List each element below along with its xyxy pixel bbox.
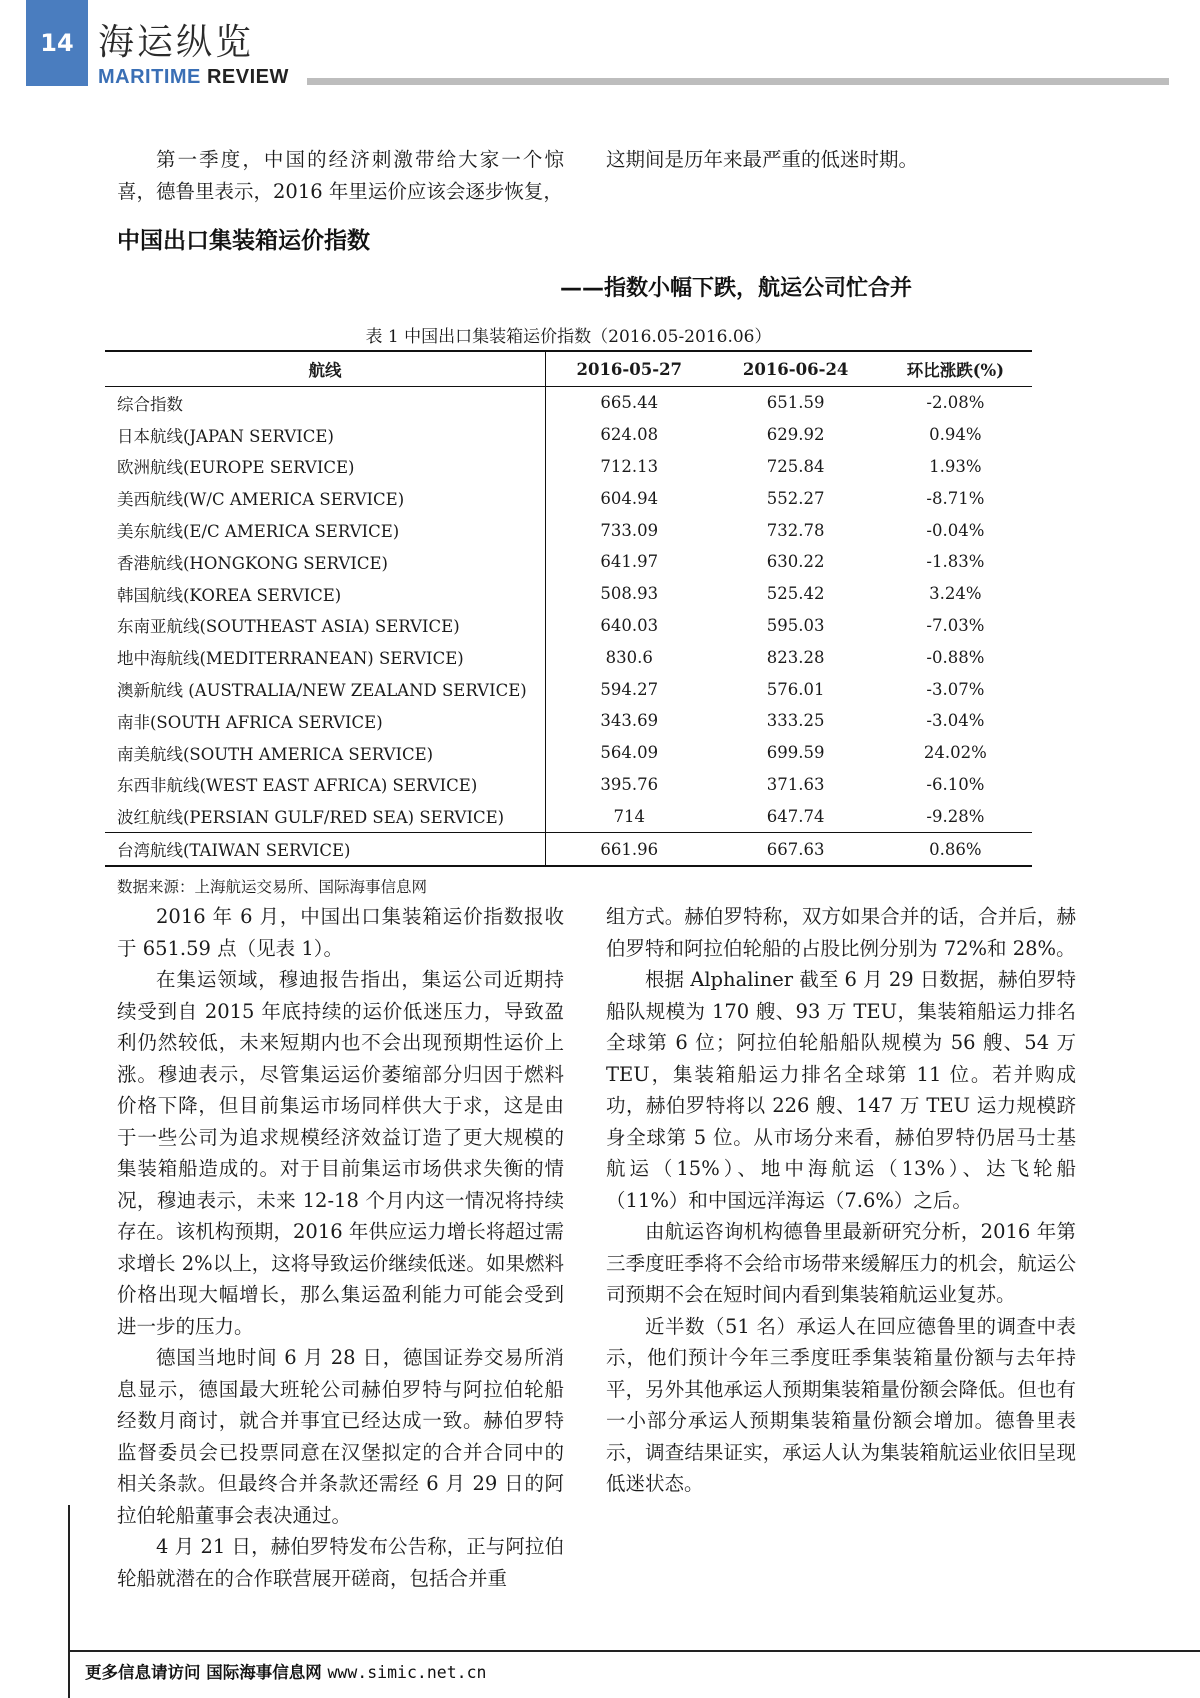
cell-route: 东西非航线(WEST EAST AFRICA) SERVICE) — [117, 776, 478, 796]
cell-change: -1.83% — [926, 552, 985, 572]
body-paragraph: 根据 Alphaliner 截至 6 月 29 日数据，赫伯罗特船队规模为 170 艘、93 万 TEU，集装箱船运力排名全球第 6 位；阿拉伯轮船船队规模为 56 艘、54 万 TEU，集装箱船运力排名全球第 11 位。若并购成功，赫伯罗特将以 226 艘、147 万 TEU 运力规模跻身全球第 5 位。从市场分来看，赫伯罗特仍居马士基航运（15%）、地中海航运（13%）、达飞轮船（11%）和中国远洋海运（7.6%）之后。 — [606, 968, 1076, 1212]
cell-route: 台湾航线(TAIWAN SERVICE) — [105, 833, 546, 866]
header-route: 航线 — [105, 351, 546, 387]
table-row — [105, 641, 1032, 673]
body-paragraph: 由航运咨询机构德鲁里最新研究分析，2016 年第三季度旺季将不会给市场带来缓解压力的机会，航运公司预期不会在短时间内看到集装箱航运业复苏。 — [606, 1220, 1076, 1306]
table-row — [105, 800, 1032, 832]
cell-value-0624: 525.42 — [766, 584, 825, 604]
table-row — [105, 419, 1032, 451]
subtitle-maritime: MARITIME — [98, 66, 201, 88]
table-row — [105, 673, 1032, 705]
body-left-column — [117, 901, 564, 1594]
body-paragraph: 4 月 21 日，赫伯罗特发布公告称，正与阿拉伯轮船就潜在的合作联营展开磋商，包括合并重 — [117, 1535, 564, 1590]
cell-change: -8.71% — [926, 488, 985, 508]
cell-value-0624: 699.59 — [766, 743, 825, 763]
cell-value-0624: 651.59 — [766, 393, 825, 413]
cell-change: 24.02% — [923, 743, 987, 763]
cell-value-0624: 552.27 — [766, 488, 825, 508]
cell-change: 3.24% — [929, 584, 982, 604]
table-row — [105, 769, 1032, 801]
cell-value-0624: 725.84 — [766, 456, 825, 476]
cell-value-0624: 576.01 — [766, 679, 825, 699]
section-subtitle: ——指数小幅下跌，航运公司忙合并 — [560, 276, 913, 301]
cell-value-0624: 371.63 — [766, 774, 825, 794]
section-title: 中国出口集装箱运价指数 — [117, 228, 370, 254]
cell-value-0527: 641.97 — [546, 546, 713, 578]
cell-value-0624: 647.74 — [766, 806, 825, 826]
cell-change: 1.93% — [929, 456, 982, 476]
cell-route: 韩国航线(KOREA SERVICE) — [117, 585, 342, 605]
cell-change: -6.10% — [926, 774, 985, 794]
cell-value-0624: 667.63 — [713, 833, 879, 866]
cell-value-0527: 714 — [546, 800, 713, 832]
margin-rule — [68, 1505, 70, 1698]
cell-route: 澳新航线 (AUSTRALIA/NEW ZEALAND SERVICE) — [117, 681, 527, 701]
cell-change: -3.04% — [926, 711, 985, 731]
table-caption: 表 1 中国出口集装箱运价指数（2016.05-2016.06） — [365, 327, 772, 347]
cell-value-0527: 712.13 — [546, 451, 713, 483]
intro-right-column — [606, 144, 1076, 176]
cell-route: 东南亚航线(SOUTHEAST ASIA) SERVICE) — [117, 617, 460, 637]
cell-route: 南非(SOUTH AFRICA SERVICE) — [117, 712, 383, 732]
subtitle-review: REVIEW — [206, 66, 289, 88]
table-row — [105, 387, 1032, 419]
cell-value-0527: 594.27 — [546, 673, 713, 705]
table-row — [105, 514, 1032, 546]
cell-value-0624: 595.03 — [766, 615, 825, 635]
cell-value-0527: 733.09 — [546, 514, 713, 546]
cell-change: -2.08% — [926, 393, 985, 413]
cell-value-0527: 640.03 — [546, 610, 713, 642]
header-date2: 2016-06-24 — [713, 351, 879, 387]
table-source: 数据来源：上海航运交易所、国际海事信息网 — [117, 878, 428, 896]
footer-text: 更多信息请访问 国际海事信息网 — [85, 1663, 322, 1682]
body-paragraph: 2016 年 6 月，中国出口集装箱运价指数报收于 651.59 点（见表 1）。 — [117, 905, 564, 960]
cell-value-0527: 395.76 — [546, 769, 713, 801]
cell-change: 0.86% — [879, 833, 1032, 866]
cell-change: -7.03% — [926, 615, 985, 635]
cell-value-0624: 333.25 — [766, 711, 825, 731]
intro-paragraph: 第一季度，中国的经济刺激带给大家一个惊喜，德鲁里表示，2016 年里运价应该会逐步恢复， — [117, 148, 564, 203]
cell-change: -9.28% — [926, 806, 985, 826]
cell-value-0527: 665.44 — [546, 387, 713, 419]
cell-route: 美西航线(W/C AMERICA SERVICE) — [117, 490, 405, 510]
body-right-column — [606, 901, 1076, 1500]
cell-route: 地中海航线(MEDITERRANEAN) SERVICE) — [117, 649, 464, 669]
cell-route: 南美航线(SOUTH AMERICA SERVICE) — [117, 744, 434, 764]
header-change: 环比涨跌(%) — [879, 351, 1032, 387]
freight-index-table — [105, 350, 1032, 867]
page-number: 14 — [26, 0, 88, 86]
magazine-subtitle — [98, 66, 289, 89]
body-paragraph: 德国当地时间 6 月 28 日，德国证券交易所消息显示，德国最大班轮公司赫伯罗特与阿拉伯轮船经数月商讨，就合并事宜已经达成一致。赫伯罗特监督委员会已投票同意在汉堡拟定的合并合同中的相关条款。但最终合并条款还需经 6 月 29 日的阿拉伯轮船董事会表决通过。 — [117, 1346, 564, 1527]
footer — [85, 1659, 486, 1683]
cell-value-0527: 604.94 — [546, 482, 713, 514]
body-paragraph: 近半数（51 名）承运人在回应德鲁里的调查中表示，他们预计今年三季度旺季集装箱量份额与去年持平，另外其他承运人预期集装箱量份额会降低。但也有一小部分承运人预期集装箱量份额会增加。德鲁里表示，调查结果证实，承运人认为集装箱航运业依旧呈现低迷状态。 — [606, 1314, 1076, 1495]
cell-value-0527: 343.69 — [546, 705, 713, 737]
cell-route: 香港航线(HONGKONG SERVICE) — [117, 553, 388, 573]
cell-change: -3.07% — [926, 679, 985, 699]
cell-value-0527: 830.6 — [546, 641, 713, 673]
header-rule — [307, 78, 1169, 85]
intro-left-column — [117, 144, 564, 207]
table-row — [105, 705, 1032, 737]
header-date1: 2016-05-27 — [546, 351, 713, 387]
cell-route: 日本航线(JAPAN SERVICE) — [117, 426, 334, 446]
footer-rule — [68, 1650, 1200, 1652]
body-paragraph: 组方式。赫伯罗特称，双方如果合并的话，合并后，赫伯罗特和阿拉伯轮船的占股比例分别为 72%和 28%。 — [606, 905, 1076, 960]
cell-change: -0.04% — [926, 520, 985, 540]
cell-value-0527: 564.09 — [546, 737, 713, 769]
cell-value-0624: 629.92 — [766, 425, 825, 445]
table-row — [105, 833, 1032, 866]
cell-route: 波红航线(PERSIAN GULF/RED SEA) SERVICE) — [117, 808, 505, 828]
table-row — [105, 578, 1032, 610]
cell-change: -0.88% — [926, 647, 985, 667]
footer-link[interactable]: www.simic.net.cn — [327, 1663, 487, 1682]
magazine-title: 海运纵览 — [98, 22, 255, 63]
cell-value-0624: 732.78 — [766, 520, 825, 540]
cell-route: 美东航线(E/C AMERICA SERVICE) — [117, 522, 400, 542]
table-row — [105, 546, 1032, 578]
intro-continuation: 这期间是历年来最严重的低迷时期。 — [606, 148, 919, 171]
cell-change: 0.94% — [929, 425, 982, 445]
cell-route: 综合指数 — [117, 394, 183, 414]
table-header-row — [105, 351, 1032, 387]
cell-route: 欧洲航线(EUROPE SERVICE) — [117, 458, 355, 478]
table-row — [105, 610, 1032, 642]
cell-value-0527: 508.93 — [546, 578, 713, 610]
cell-value-0527: 661.96 — [546, 833, 713, 866]
cell-value-0527: 624.08 — [546, 419, 713, 451]
table-row — [105, 451, 1032, 483]
body-paragraph: 在集运领域，穆迪报告指出，集运公司近期持续受到自 2015 年底持续的运价低迷压力，导致盈利仍然较低，未来短期内也不会出现预期性运价上涨。穆迪表示，尽管集运运价萎缩部分归因于燃料价格下降，但目前集运市场同样供大于求，这是由于一些公司为追求规模经济效益订造了更大规模的集装箱船造成的。对于目前集运市场供求失衡的情况，穆迪表示，未来 12-18 个月内这一情况将持续存在。该机构预期，2016 年供应运力增长将超过需求增长 2%以上，这将导致运价继续低迷。如果燃料价格出现大幅增长，那么集运盈利能力可能会受到进一步的压力。 — [117, 968, 564, 1338]
table-row — [105, 482, 1032, 514]
table-row — [105, 737, 1032, 769]
cell-value-0624: 630.22 — [766, 552, 825, 572]
cell-value-0624: 823.28 — [766, 647, 825, 667]
